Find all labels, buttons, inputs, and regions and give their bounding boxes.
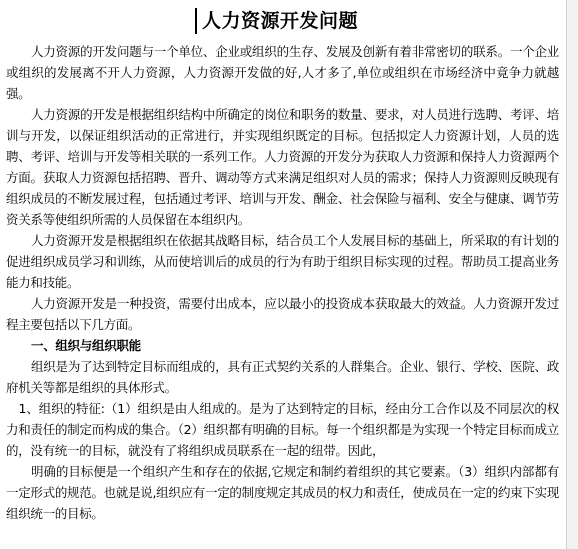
paragraph-features: 1、组织的特征:（1）组织是由人组成的。是为了达到特定的目标，经由分工合作以及不同层次的权力和责任的制定而构成的集合。（2）组织都有明确的目标。每一个组织都是为实现一个特定目标而成立的，没有统一的目标，就没有了将组织成员联系在一起的纽带。因此， — [6, 401, 559, 458]
text-cursor — [195, 8, 197, 34]
paragraph-organization: 组织是为了达到特定目标而组成的，具有正式契约关系的人群集合。企业、银行、学校、医院、政府机关等都是组织的具体形式。 — [6, 359, 559, 395]
paragraph-intro: 人力资源的开发问题与一个单位、企业或组织的生存、发展及创新有着非常密切的联系。一个企业或组织的发展离不开人力资源，人力资源开发做的好,人才多了,单位或组织在市场经济中竟争力就越强。 — [6, 44, 559, 101]
section-heading: 一、组织与组织职能 — [31, 338, 141, 353]
document-title: 人力资源开发问题 — [202, 10, 359, 32]
paragraph-definition: 人力资源的开发是根据组织结构中所确定的岗位和职务的数量、要求，对人员进行选聘、考评、培训与开发，以保证组织活动的正常进行，并实现组织既定的目标。包括拟定人力资源计划，人员的选聘、考评、培训与开发等相关联的一系列工作。人力资源的开发分为获取人力资源和保持人力资源两个方面。获取人力资源包括招聘、晋升、调动等方式来满足组织对人员的需求；保持人力资源则反映现有组织成员的不断发展过程，包括通过考评、培训与开发、酬金、社会保险与福利、安全与健康、调节劳资关系等使组织所需的人员保留在本组织内。 — [6, 107, 559, 227]
paragraph-investment: 人力资源开发是一种投资，需要付出成本，应以最小的投资成本获取最大的效益。人力资源开发过程主要包括以下几方面。 — [6, 296, 559, 332]
paragraph-strategy: 人力资源开发是根据组织在依据其战略目标，结合员工个人发展目标的基础上，所采取的有计划的促进组织成员学习和训练，从而使培训后的成员的行为有助于组织目标实现的过程。帮助员工提高业务能力和技能。 — [6, 233, 559, 290]
document-body — [6, 41, 559, 524]
paragraph-goals: 明确的目标便是一个组织产生和存在的依据,它规定和制约着组织的其它要素。（3）组织内部都有一定形式的规范。也就是说,组织应有一定的制度规定其成员的权力和责任，使成员在一定的约束下实现组织统一的目标。 — [6, 464, 559, 521]
vertical-scrollbar[interactable] — [566, 0, 578, 549]
